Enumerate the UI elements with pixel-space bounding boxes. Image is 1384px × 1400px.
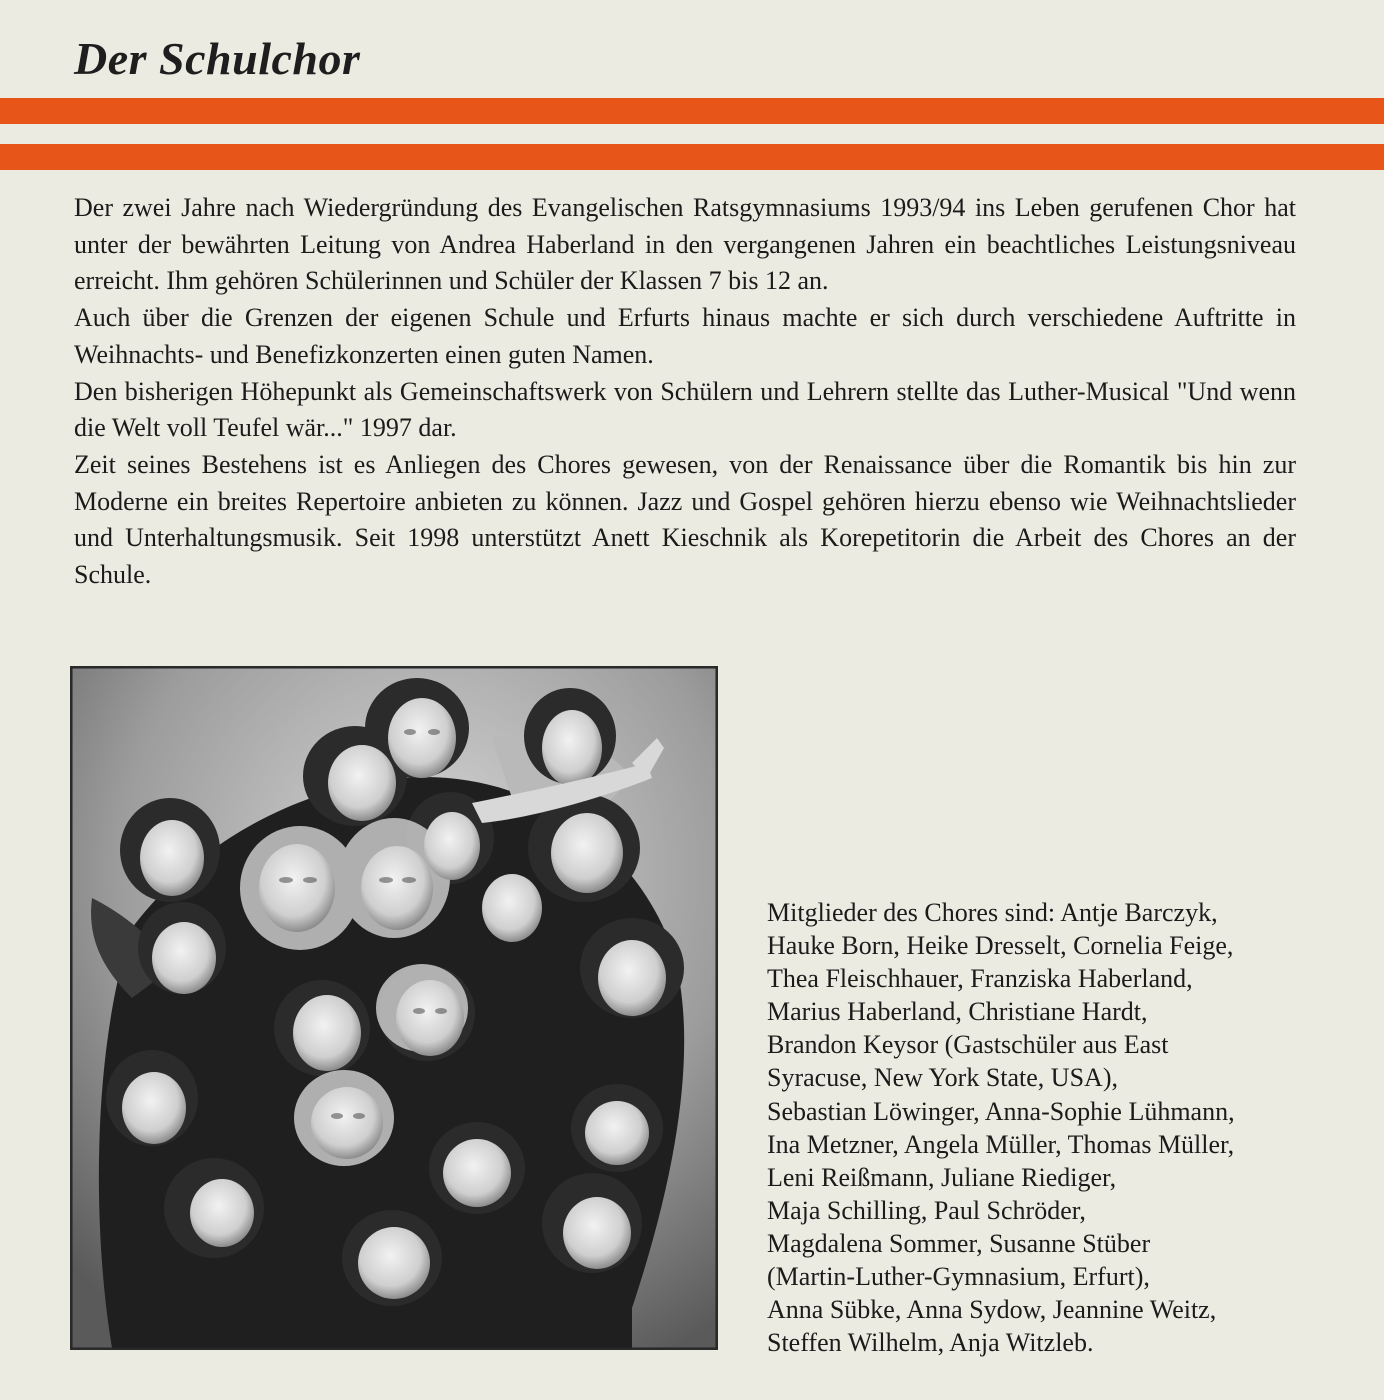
members-line: Marius Haberland, Christiane Hardt, (767, 997, 1148, 1027)
orange-stripe-bottom (0, 144, 1384, 170)
members-line: Sebastian Löwinger, Anna-Sophie Lühmann, (767, 1096, 1235, 1126)
intro-paragraph: Den bisherigen Höhepunkt als Gemeinschaftswerk von Schülern und Lehrern stellte das Luther-Musical "Und wenn die Welt voll Teufel wär..." 1997 dar. (74, 376, 1296, 443)
members-line: Ina Metzner, Angela Müller, Thomas Müller, (767, 1129, 1235, 1159)
members-line: (Martin-Luther-Gymnasium, Erfurt), (767, 1262, 1150, 1292)
intro-paragraph: Der zwei Jahre nach Wiedergründung des Evangelischen Ratsgymnasiums 1993/94 ins Leben gerufenen Chor hat unter der bewährten Leitung von Andrea Haberland in den vergangenen Jahren ein beachtliches Leistungsniveau erreicht. Ihm gehören Schülerinnen und Schüler der Klassen 7 bis 12 an. (74, 193, 1296, 296)
members-line: Hauke Born, Heike Dresselt, Cornelia Feige, (767, 931, 1234, 961)
intro-paragraph: Zeit seines Bestehens ist es Anliegen des Chores gewesen, von der Renaissance über die Romantik bis hin zur Moderne ein breites Repertoire anbieten zu können. Jazz und Gospel gehören hierzu ebenso wie Weihnachtslieder und Unterhaltungsmusik. Seit 1998 unterstützt Anett Kieschnik als Korepetitorin die Arbeit des Chores an der Schule. (74, 449, 1296, 590)
page-title: Der Schulchor (74, 33, 361, 84)
members-line: Thea Fleischhauer, Franziska Haberland, (767, 964, 1193, 994)
members-list (767, 896, 1367, 1359)
members-line: Leni Reißmann, Juliane Riediger, (767, 1162, 1117, 1192)
intro-text (74, 190, 1296, 594)
members-line: Anna Sübke, Anna Sydow, Jeannine Weitz, (767, 1295, 1217, 1325)
group-photo-icon (72, 668, 716, 1348)
choir-group-photo (70, 666, 718, 1350)
members-line: Maja Schilling, Paul Schröder, (767, 1195, 1086, 1225)
members-line: Steffen Wilhelm, Anja Witzleb. (767, 1328, 1094, 1358)
orange-stripe-top (0, 98, 1384, 124)
intro-paragraph: Auch über die Grenzen der eigenen Schule und Erfurts hinaus machte er sich durch verschiedene Auftritte in Weihnachts- und Benefizkonzerten einen guten Namen. (74, 303, 1296, 369)
members-line: Magdalena Sommer, Susanne Stüber (767, 1228, 1151, 1258)
members-line: Mitglieder des Chores sind: Antje Barczyk, (767, 898, 1218, 927)
members-line: Syracuse, New York State, USA), (767, 1063, 1118, 1093)
members-line: Brandon Keysor (Gastschüler aus East (767, 1030, 1169, 1060)
